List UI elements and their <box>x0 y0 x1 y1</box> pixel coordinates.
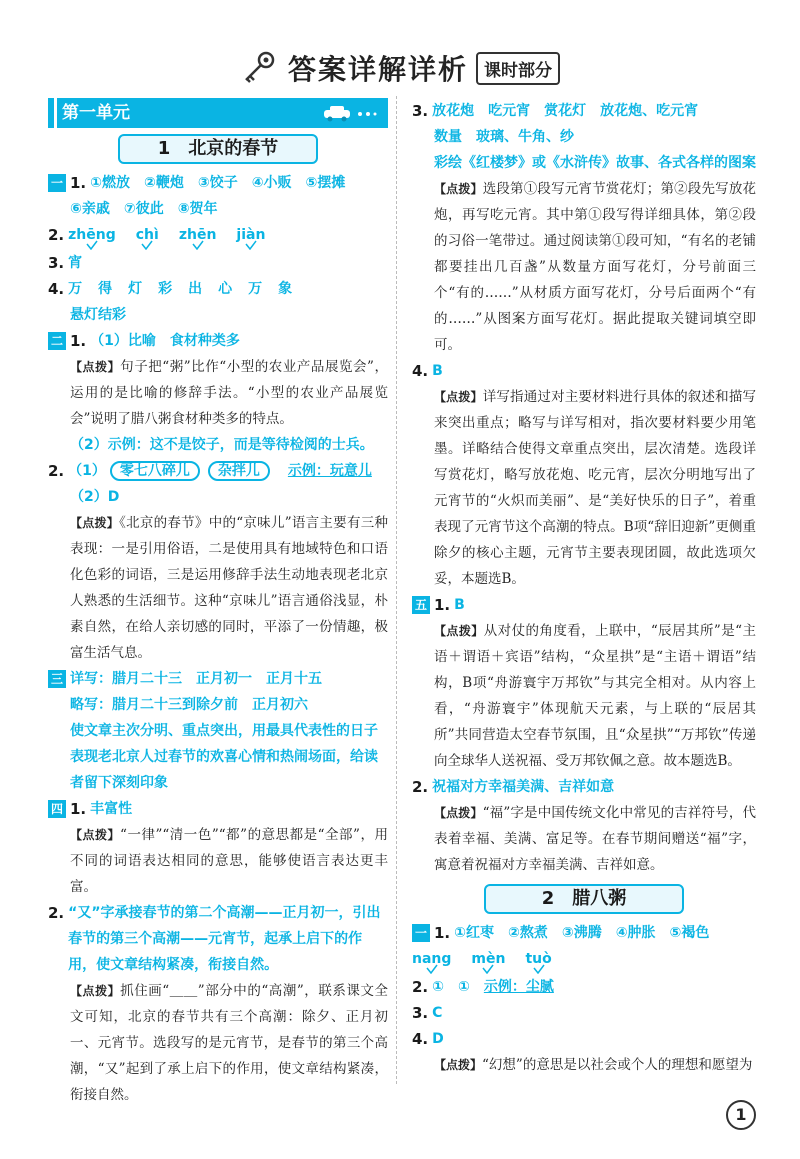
question-number: 1. <box>70 800 87 818</box>
answer-text: 详写：腊月二十三 正月初一 正月十五 <box>70 671 322 687</box>
answer-text: （1）比喻 食材种类多 <box>90 333 240 349</box>
answer-text: ⑥亲戚 ⑦彼此 ⑧贺年 <box>70 201 218 217</box>
unit-title: 第一单元 <box>62 103 130 123</box>
answer-text: C <box>432 1005 443 1021</box>
tip-label: 【点拨】 <box>434 806 483 820</box>
pinyin-item: zhēn <box>179 222 217 250</box>
pinyin-item: nang <box>412 946 451 974</box>
explanation: 【点拨】“一律”“清一色”“都”的意思都是“全部”，用不同的词语表达相同的意思，能够使语言表达更丰富。 <box>70 827 388 895</box>
circled-answer: 零七八碎儿 <box>110 461 200 481</box>
right-column <box>412 98 756 1078</box>
pinyin-item: zhēng <box>68 222 116 250</box>
section-badge: 课时部分 <box>476 52 560 85</box>
example-answer: 示例：尘腻 <box>483 979 554 995</box>
tip-label: 【点拨】 <box>434 390 483 404</box>
tip-label: 【点拨】 <box>70 828 121 842</box>
answer-chars: 万 得 灯 彩 出 心 万 象 <box>68 281 293 297</box>
answer-text: B <box>454 597 465 613</box>
question-number: 3. <box>412 102 429 120</box>
unit-banner <box>48 98 388 128</box>
section-2-q3 <box>412 98 756 124</box>
explanation: 【点拨】“福”字是中国传统文化中常见的吉祥符号，代表着幸福、美满、富足等。在春节期间赠送“福”字，寓意着祝福对方幸福美满、吉祥如意。 <box>434 805 756 873</box>
question-number: 4. <box>48 280 65 298</box>
section-4-q2 <box>48 900 388 978</box>
answer-text: “又”字承接春节的第二个高潮——正月初一，引出春节的第三个高潮——元宵节，起承上启下的作用，使文章结构紧凑，衔接自然。 <box>68 905 381 973</box>
explanation: 【点拨】“幻想”的意思是以社会或个人的理想和愿望为 <box>434 1057 753 1073</box>
car-icon <box>322 104 378 122</box>
question-number: 2. <box>48 226 65 244</box>
question-number: 1. <box>70 332 87 350</box>
answer-text: D <box>432 1031 444 1047</box>
section-1-q4 <box>48 276 388 302</box>
tip-label: 【点拨】 <box>434 1058 483 1072</box>
question-number: 1. <box>434 596 451 614</box>
tip-label: 【点拨】 <box>70 516 120 530</box>
section-label: 一 <box>412 924 430 942</box>
section-label: 四 <box>48 800 66 818</box>
pinyin-item: chì <box>136 222 159 250</box>
answer-text: （2）示例：这不是饺子，而是等待检阅的士兵。 <box>70 437 374 453</box>
pinyin-item: tuò <box>525 946 551 974</box>
page-title: 答案详解详析 <box>287 53 468 86</box>
section-label: 三 <box>48 670 66 688</box>
section-label: 二 <box>48 332 66 350</box>
answer-text: 悬灯结彩 <box>70 307 126 323</box>
left-column <box>48 98 388 1108</box>
circled-answer: 杂拌儿 <box>208 461 270 481</box>
explanation: 【点拨】《北京的春节》中的“京味儿”语言主要有三种表现：一是引用俗语，二是使用具有地域特色和口语化色彩的词语，三是运用修辞手法生动地表现老北京人熟悉的生活细节。这种“京味儿”语言通俗浅显，朴素自然，在给人亲切感的同时，平添了一份情趣，极富生活气息。 <box>70 515 388 661</box>
pinyin-item: mèn <box>471 946 505 974</box>
page-number: 1 <box>726 1100 756 1130</box>
section-5-q2 <box>412 774 756 800</box>
answer-text: 数量 玻璃、牛角、纱 <box>434 129 574 145</box>
question-number: 4. <box>412 362 429 380</box>
section-label: 五 <box>412 596 430 614</box>
question-number: 2. <box>48 462 65 480</box>
tip-label: 【点拨】 <box>434 624 484 638</box>
question-number: 1. <box>434 924 451 942</box>
section-1-q3 <box>48 250 388 276</box>
lesson2-section-1-q1 <box>412 920 756 946</box>
lesson-title-box: 2 腊八粥 <box>484 884 684 914</box>
answer-text: ① ① 示例：尘腻 <box>432 979 554 995</box>
section-1-q2 <box>48 222 388 250</box>
answer-text: （1） 零七八碎儿 杂拌儿 示例：玩意儿 <box>68 463 372 479</box>
answer-text: 彩绘《红楼梦》或《水浒传》故事、各式各样的图案 <box>434 155 756 171</box>
question-number: 4. <box>412 1030 429 1048</box>
question-number: 3. <box>48 254 65 272</box>
pinyin-item: jiàn <box>236 222 265 250</box>
tip-label: 【点拨】 <box>434 182 483 196</box>
question-number: 2. <box>412 978 429 996</box>
answer-text: ①燃放 ②鞭炮 ③饺子 ④小贩 ⑤摆摊 <box>90 175 346 191</box>
section-label: 一 <box>48 174 66 192</box>
pinyin-answers <box>68 222 265 250</box>
example-answer: 示例：玩意儿 <box>287 463 372 479</box>
header-title-wrap <box>240 48 560 88</box>
section-1-q1 <box>48 170 388 196</box>
answer-text: B <box>432 363 443 379</box>
banner-stripe <box>54 98 57 128</box>
question-number: 2. <box>412 778 429 796</box>
section-5-q1 <box>412 592 756 618</box>
explanation: 【点拨】抓住画“＿＿”部分中的“高潮”，联系课文全文可知，北京的春节共有三个高潮：除夕、正月初一、元宵节。选段写的是元宵节，是春节的第三个高潮，“又”起到了承上启下的作用，使文章结构紧凑，衔接自然。 <box>70 983 388 1103</box>
answer-text: 略写：腊月二十三到除夕前 正月初六 <box>70 697 308 713</box>
explanation: 【点拨】从对仗的角度看，上联中，“辰居其所”是“主语＋谓语＋宾语”结构，“众星拱”是“主语＋谓语”结构，B项“舟游寰宇万邦钦”与其完全相对。从内容上看，“舟游寰宇”体现航天元素，与上联的“辰居其所”共同营造太空春节氛围，且“众星拱”“万邦钦”传递向全球华人送祝福、受万邦钦佩之意。故本题选B。 <box>434 623 756 769</box>
section-3 <box>48 666 388 692</box>
key-icon <box>240 50 280 86</box>
section-2-q4 <box>412 358 756 384</box>
question-number: 1. <box>70 174 87 192</box>
lesson-title-box: 1 北京的春节 <box>118 134 318 164</box>
answer-text: 宵 <box>68 255 83 271</box>
section-2-q2 <box>48 458 388 484</box>
explanation: 【点拨】详写指通过对主要材料进行具体的叙述和描写来突出重点；略写与详写相对，指次要材料要少用笔墨。详略结合使得文章重点突出，层次清楚。选段详写赏花灯，略写放花炮、吃元宵，层次分明地写出了元宵节的“火炽而美丽”、是“美好快乐的日子”，着重表现了元宵节这个高潮的特点。B项“辞旧迎新”更侧重除夕的核心主题，元宵节主要表现团圆，故此选项欠妥，本题选B。 <box>434 389 756 587</box>
lesson2-section-1-q3 <box>412 1000 756 1026</box>
answer-text: 祝福对方幸福美满、吉祥如意 <box>432 779 615 795</box>
answer-text: 使文章主次分明、重点突出，用最具代表性的日子表现老北京人过春节的欢喜心情和热闹场面，给读者留下深刻印象 <box>70 723 378 791</box>
column-divider <box>396 96 397 1084</box>
explanation: 【点拨】选段第①段写元宵节赏花灯；第②段先写放花炮，再写吃元宵。其中第①段写得详细具体，第②段的习俗一笔带过。通过阅读第①段可知，“有名的老铺都要挂出几百盏”从数量方面写花灯，分号前面三个“有的……”从材质方面写花灯，分号后面两个“有的……”从图案方面写花灯。据此提取关键词填空即可。 <box>434 181 756 353</box>
tip-label: 【点拨】 <box>70 984 121 998</box>
lesson2-section-1-q2 <box>412 974 756 1000</box>
answer-text: ①红枣 ②熬煮 ③沸腾 ④肿胀 ⑤褐色 <box>454 925 710 941</box>
pinyin-answers <box>412 946 756 974</box>
question-number: 3. <box>412 1004 429 1022</box>
section-2-q1 <box>48 328 388 354</box>
explanation: 【点拨】句子把“粥”比作“小型的农业产品展览会”，运用的是比喻的修辞手法。“小型的农业产品展览会”说明了腊八粥食材种类多的特点。 <box>70 359 388 427</box>
section-4-q1 <box>48 796 388 822</box>
answer-text: 丰富性 <box>90 801 133 817</box>
page-header <box>0 40 800 96</box>
answer-text: 放花炮 吃元宵 赏花灯 放花炮、吃元宵 <box>432 103 699 119</box>
answer-text: （2）D <box>70 489 120 505</box>
lesson2-section-1-q4 <box>412 1026 756 1052</box>
tip-label: 【点拨】 <box>70 360 121 374</box>
question-number: 2. <box>48 904 65 922</box>
